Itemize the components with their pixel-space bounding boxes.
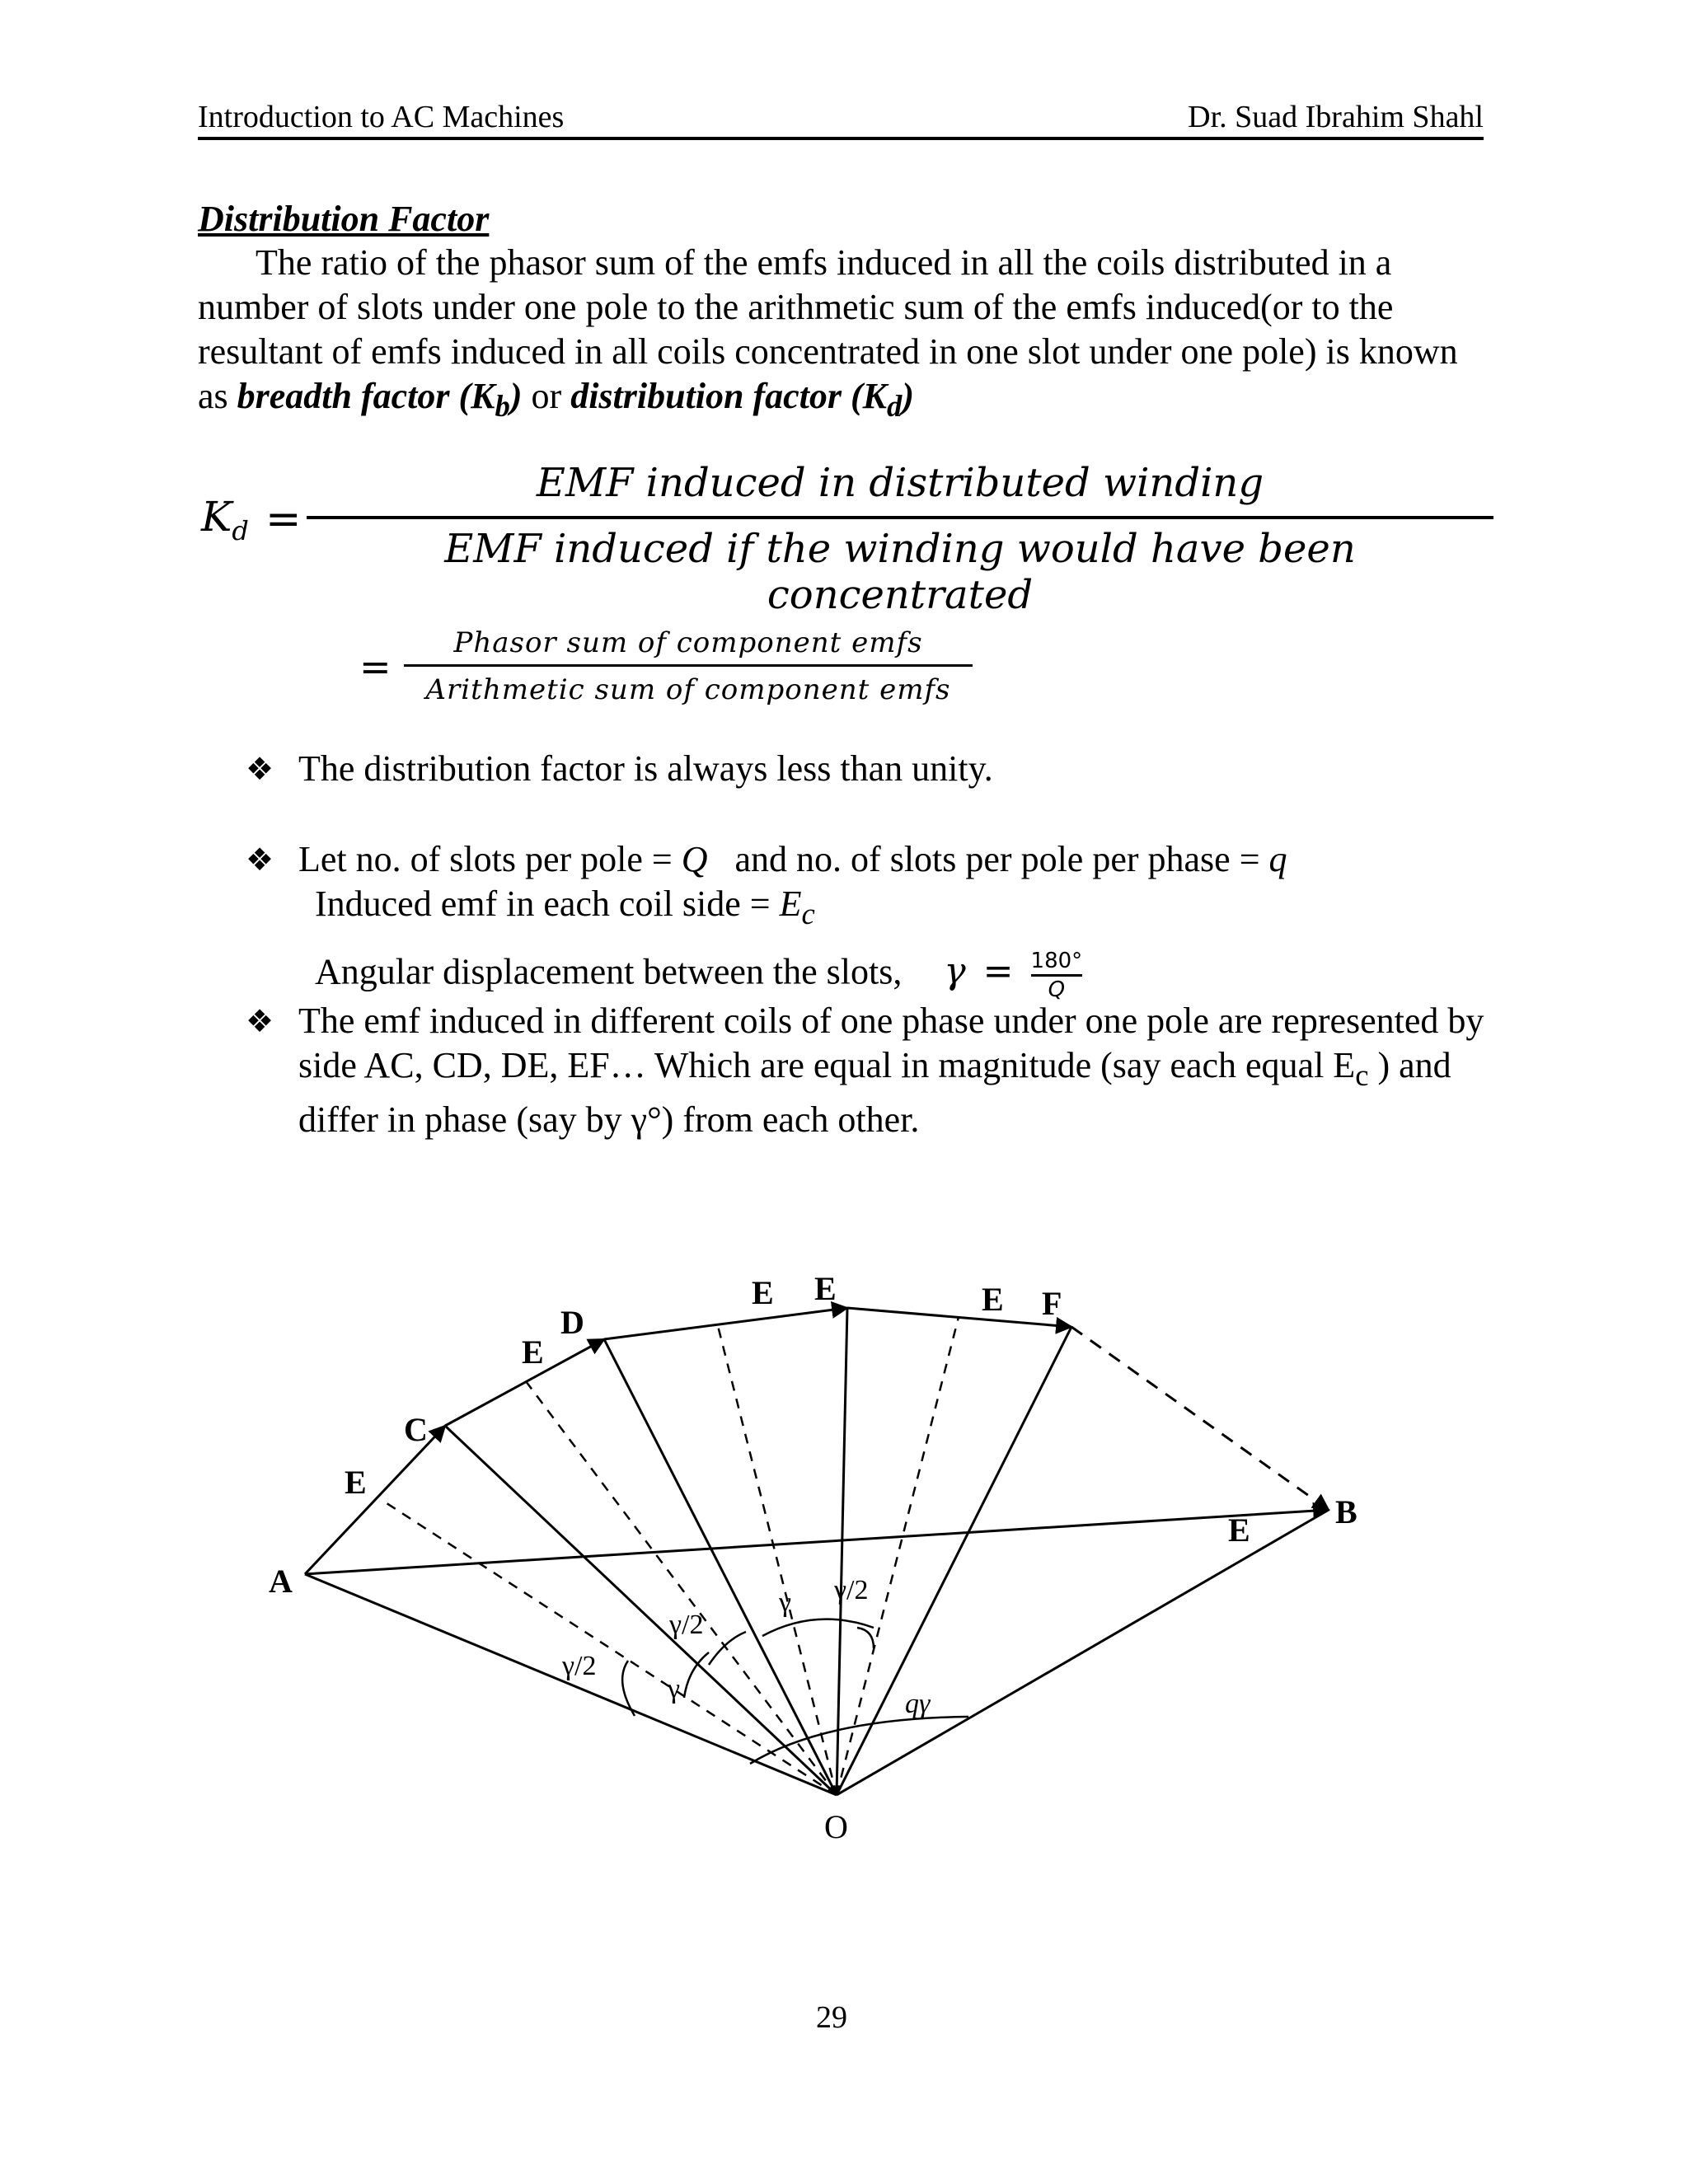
radius-OE: [837, 1308, 847, 1795]
equation-2-numerator: Phasor sum of component emfs: [453, 626, 923, 659]
point-label-B: B: [1335, 1493, 1357, 1530]
angle-arc-2: [684, 1652, 709, 1698]
equation-1-numerator: EMF induced in distributed winding: [536, 460, 1264, 506]
emf-label-3: E: [752, 1274, 774, 1311]
equation-1-denominator: EMF induced if the winding would have been concentrated: [444, 526, 1356, 618]
header-course-title: Introduction to AC Machines: [198, 100, 565, 134]
angle-label-gamma-1: γ: [668, 1674, 681, 1704]
emf-label-5: E: [1228, 1511, 1250, 1549]
equation-1-equals: =: [265, 494, 302, 544]
angle-label-half-gamma-1: γ/2: [562, 1651, 597, 1681]
bullet-2-line-3: Angular displacement between the slots, γ = $\frac{180^\circ}{Q}$: [315, 948, 1083, 1002]
angle-label-q-gamma: qγ: [905, 1689, 931, 1719]
bullet-2-line-2: Induced emf in each coil side = $E_c$: [315, 883, 815, 930]
page-number: 29: [816, 2000, 847, 2035]
point-label-A: A: [269, 1563, 293, 1600]
point-label-C: C: [404, 1411, 428, 1448]
angle-arc-4: [762, 1619, 874, 1636]
emf-label-2: E: [522, 1333, 544, 1371]
point-label-D: D: [560, 1304, 584, 1341]
phasor-AC: [305, 1426, 445, 1574]
equation-2-denominator: Arithmetic sum of component emfs: [425, 673, 951, 706]
bullet-diamond-icon: ❖: [246, 841, 274, 878]
bullet-phasor-description: ❖ The emf induced in different coils of one phase under one pole are represented by side AC, CD, DE, EF… Which are equal in magnitude (say each equal $E_c$ ) and differ in phase (say by γ°) from each other.: [246, 1001, 1484, 1140]
gamma-fraction: $\frac{180^\circ}{Q}$: [1030, 948, 1083, 1002]
paragraph-text-2: or: [522, 376, 571, 416]
angle-label-gamma-2: γ: [779, 1587, 792, 1618]
equation-2-equals: =: [359, 644, 392, 689]
equation-lhs-kd: $K_d$: [201, 493, 249, 546]
emf-label-4: E: [982, 1281, 1004, 1318]
point-label-E: E: [814, 1270, 837, 1307]
angle-arc-5: [857, 1628, 874, 1648]
bullet-1-text: The distribution factor is always less than unity.: [298, 748, 993, 789]
term-distribution-factor: distribution factor $(K_d)$: [570, 376, 915, 423]
radius-OB: [837, 1510, 1329, 1795]
emf-label-1: E: [345, 1464, 367, 1501]
bullet-2-line-1: Let no. of slots per pole = Q and no. of slots per pole per phase = q: [298, 839, 1287, 879]
bullet-diamond-icon: ❖: [246, 751, 274, 787]
resultant-AB: [305, 1510, 1329, 1574]
point-label-F: F: [1042, 1285, 1062, 1322]
radius-OA: [305, 1574, 837, 1795]
radius-OD: [604, 1339, 837, 1795]
section-title: Distribution Factor: [198, 199, 490, 239]
term-breadth-factor: breadth factor $(K_b)$: [237, 376, 523, 423]
gamma-symbol: γ: [944, 950, 966, 993]
angle-label-half-gamma-2: γ/2: [669, 1610, 704, 1640]
bullet-diamond-icon: ❖: [246, 1003, 274, 1039]
phasor-DE: [604, 1308, 847, 1339]
angle-arc-q: [750, 1717, 968, 1764]
angle-label-half-gamma-3: γ/2: [834, 1575, 869, 1605]
radius-OC: [445, 1426, 837, 1795]
point-label-O: O: [824, 1808, 848, 1845]
paragraph-text-1: The ratio of the phasor sum of the emfs induced in all the coils distributed in a number of slots under one pole to the arithmetic sum of the emfs induced(or to the resultant of emfs induced in all coils concentrated in one slot under one pole) is known as: [198, 242, 1458, 416]
phasor-FB-dashed: [1071, 1327, 1329, 1510]
header-author: Dr. Suad Ibrahim Shahl: [1188, 100, 1484, 134]
